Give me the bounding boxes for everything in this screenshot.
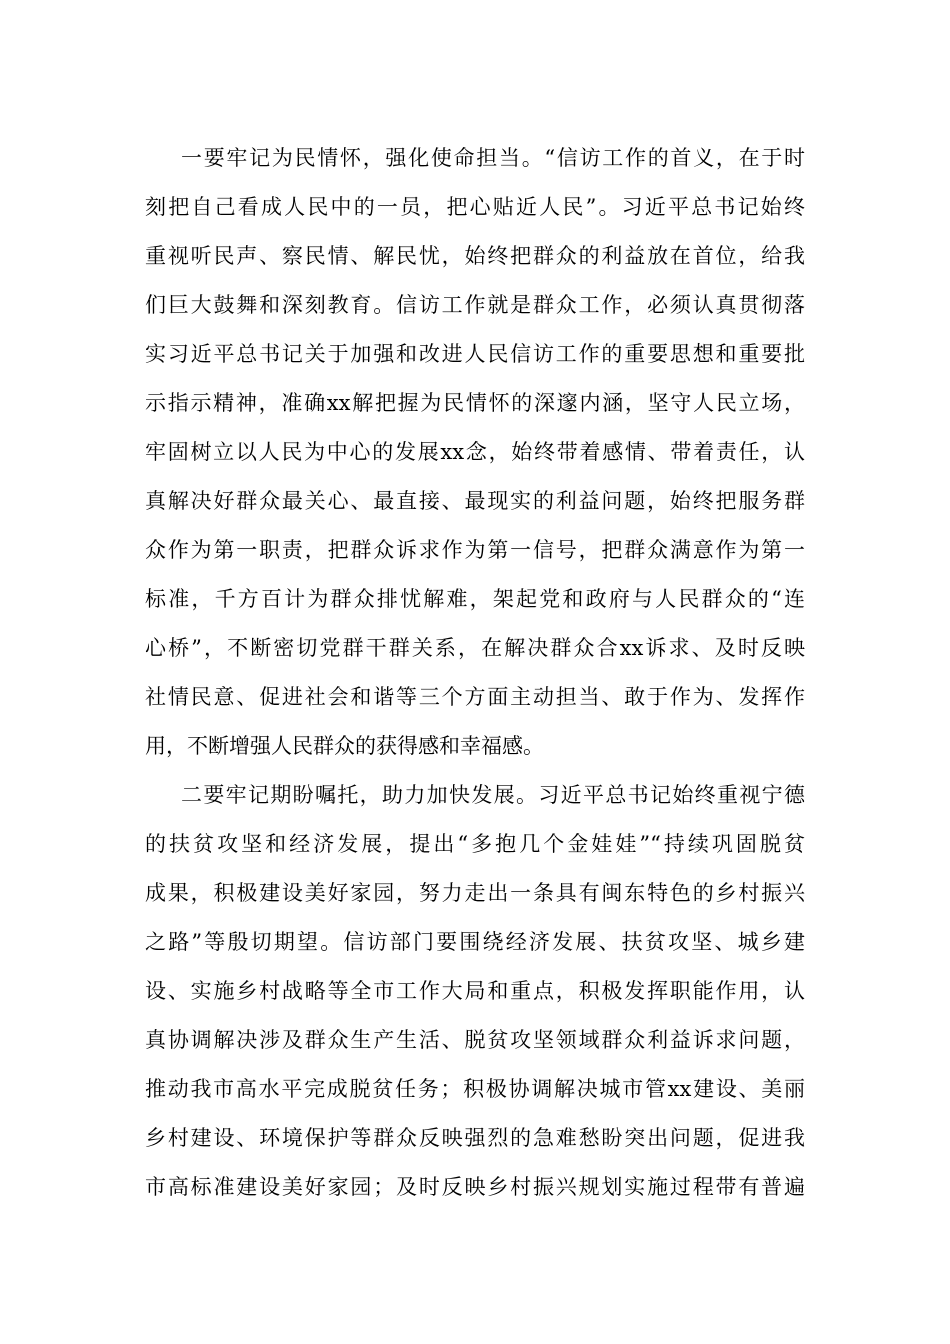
paragraph-line: 真解决好群众最关心、最直接、最现实的利益问题，始终把服务群 (145, 489, 805, 513)
paragraph-line: 刻把自己看成人民中的一员，把心贴近人民”。习近平总书记始终 (145, 195, 805, 219)
document-body (145, 134, 805, 1212)
paragraph-1 (145, 134, 805, 771)
paragraph-line: 一要牢记为民情怀，强化使命担当。“信访工作的首义，在于时 (181, 146, 805, 170)
paragraph-line: 实习近平总书记关于加强和改进人民信访工作的重要思想和重要批 (145, 342, 805, 366)
paragraph-line: 之路”等殷切期望。信访部门要围绕经济发展、扶贫攻坚、城乡建 (145, 930, 805, 954)
paragraph-line: 的扶贫攻坚和经济发展，提出“多抱几个金娃娃”“持续巩固脱贫 (145, 832, 805, 856)
paragraph-line: 牢固树立以人民为中心的发展xx念，始终带着感情、带着责任，认 (145, 440, 805, 464)
paragraph-line: 真协调解决涉及群众生产生活、脱贫攻坚领域群众利益诉求问题， (145, 1028, 805, 1052)
paragraph-line: 成果，积极建设美好家园，努力走出一条具有闽东特色的乡村振兴 (145, 881, 805, 905)
paragraph-line: 乡村建设、环境保护等群众反映强烈的急难愁盼突出问题，促进我 (145, 1126, 805, 1150)
paragraph-line: 市高标准建设美好家园；及时反映乡村振兴规划实施过程带有普遍 (145, 1175, 805, 1199)
paragraph-line: 标准，千方百计为群众排忧解难，架起党和政府与人民群众的“连 (145, 587, 805, 611)
paragraph-line: 示指示精神，准确xx解把握为民情怀的深邃内涵，坚守人民立场， (145, 391, 805, 415)
paragraph-line: 们巨大鼓舞和深刻教育。信访工作就是群众工作，必须认真贯彻落 (145, 293, 805, 317)
paragraph-line: 社情民意、促进社会和谐等三个方面主动担当、敢于作为、发挥作 (145, 685, 805, 709)
paragraph-line: 推动我市高水平完成脱贫任务；积极协调解决城市管xx建设、美丽 (145, 1077, 805, 1101)
paragraph-line: 众作为第一职责，把群众诉求作为第一信号，把群众满意作为第一 (145, 538, 805, 562)
paragraph-line: 心桥”，不断密切党群干群关系，在解决群众合xx诉求、及时反映 (145, 636, 805, 660)
paragraph-line: 二要牢记期盼嘱托，助力加快发展。习近平总书记始终重视宁德 (181, 783, 805, 807)
paragraph-line: 设、实施乡村战略等全市工作大局和重点，积极发挥职能作用，认 (145, 979, 805, 1003)
paragraph-line: 用，不断增强人民群众的获得感和幸福感。 (145, 734, 544, 758)
paragraph-line: 重视听民声、察民情、解民忧，始终把群众的利益放在首位，给我 (145, 244, 805, 268)
paragraph-2 (145, 771, 805, 1212)
